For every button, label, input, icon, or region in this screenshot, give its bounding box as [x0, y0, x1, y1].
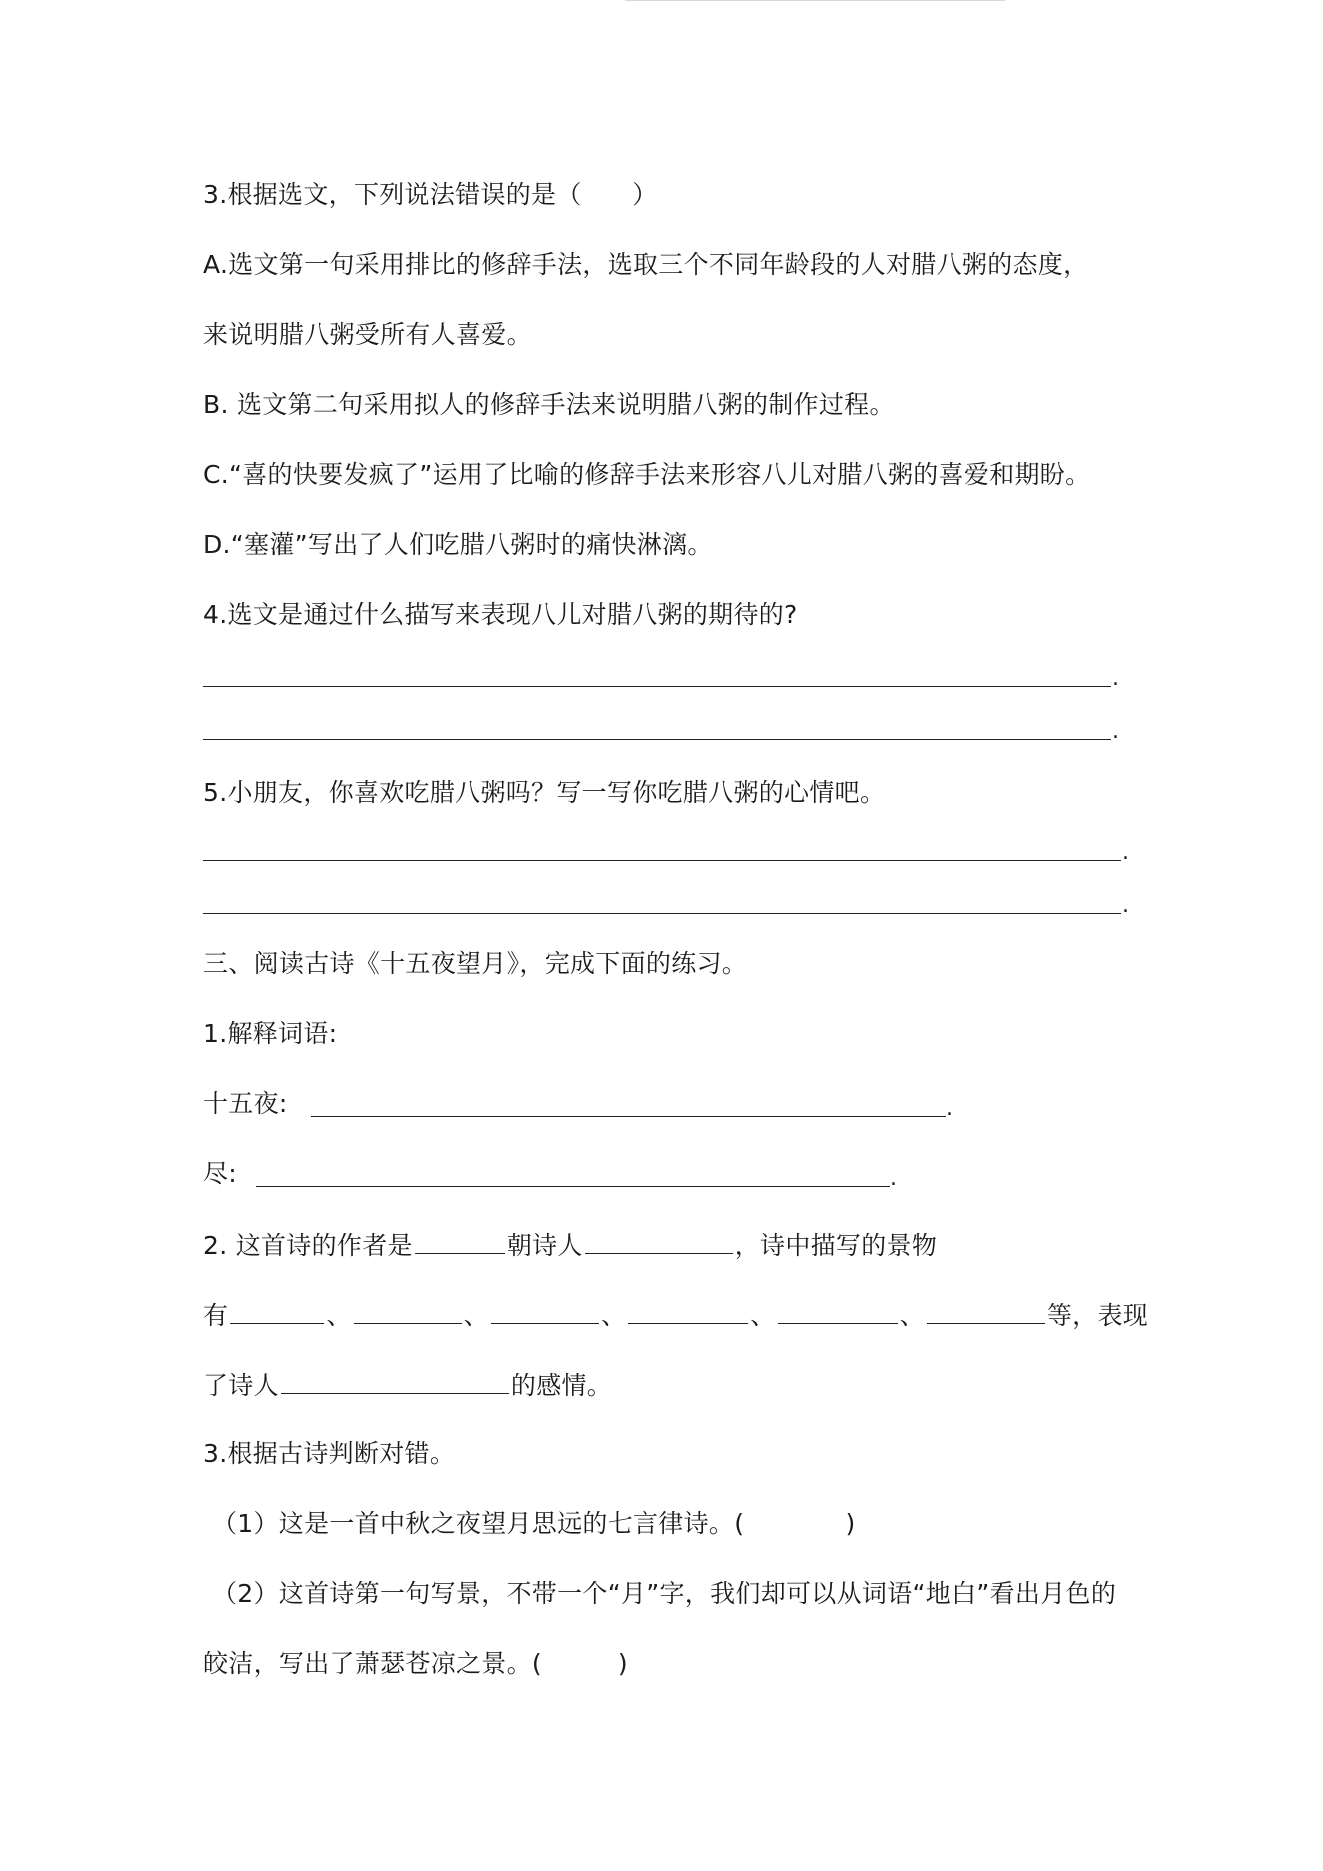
line-end-period: . [1122, 840, 1129, 865]
fill-blank[interactable] [354, 1297, 462, 1324]
top-edge-line [625, 0, 1005, 1]
option-b: B. 选文第二句采用拟人的修辞手法来说明腊八粥的制作过程。 [203, 390, 895, 419]
fill-blank[interactable] [778, 1297, 898, 1324]
section-3-question-3: 3.根据古诗判断对错。 [203, 1439, 456, 1468]
fill-blank[interactable] [491, 1297, 599, 1324]
answer-line[interactable] [203, 739, 1111, 740]
judgement-2-line-1: （2）这首诗第一句写景，不带一个“月”字，我们却可以从词语“地白”看出月色的 [212, 1579, 1117, 1608]
answer-line[interactable] [203, 860, 1121, 861]
section-3-question-1: 1.解释词语: [203, 1019, 338, 1048]
section-3-question-2-line-1: 2. 这首诗的作者是 朝诗人 ，诗中描写的景物 [203, 1227, 937, 1263]
section-3-question-2-line-3: 了诗人 的感情。 [203, 1367, 612, 1403]
answer-line[interactable] [203, 913, 1121, 914]
question-5-stem: 5.小朋友，你喜欢吃腊八粥吗？写一写你吃腊八粥的心情吧。 [203, 778, 886, 807]
line-end-period: . [1112, 719, 1119, 744]
term-2-label: 尽: [203, 1159, 238, 1188]
line-end-period: . [1122, 893, 1129, 918]
section-3-question-2-line-2: 有 、 、 、 、 、 等，表现 [203, 1297, 1148, 1333]
fill-blank[interactable] [927, 1297, 1045, 1324]
question-4-stem: 4.选文是通过什么描写来表现八儿对腊八粥的期待的? [203, 600, 798, 629]
option-a-line-2: 来说明腊八粥受所有人喜爱。 [203, 320, 532, 349]
judgement-2-line-2: 皎洁，写出了萧瑟苍凉之景。( ) [203, 1649, 628, 1678]
fill-blank[interactable] [230, 1297, 324, 1324]
answer-line[interactable] [256, 1186, 890, 1187]
line-end-period: . [1112, 666, 1119, 691]
line-end-period: . [890, 1166, 897, 1191]
judgement-1: （1）这是一首中秋之夜望月思远的七言律诗。( ) [212, 1509, 856, 1538]
fill-blank[interactable] [628, 1297, 748, 1324]
line-end-period: . [946, 1096, 953, 1121]
fill-blank[interactable] [585, 1227, 733, 1254]
section-3-heading: 三、阅读古诗《十五夜望月》，完成下面的练习。 [203, 949, 748, 978]
answer-line[interactable] [203, 686, 1111, 687]
answer-line[interactable] [311, 1116, 946, 1117]
option-c: C.“喜的快要发疯了”运用了比喻的修辞手法来形容八儿对腊八粥的喜爱和期盼。 [203, 460, 1091, 489]
fill-blank[interactable] [281, 1367, 509, 1394]
question-3-stem: 3.根据选文，下列说法错误的是（ ） [203, 180, 658, 209]
fill-blank[interactable] [415, 1227, 505, 1254]
option-d: D.“塞灌”写出了人们吃腊八粥时的痛快淋漓。 [203, 530, 713, 559]
option-a-line-1: A.选文第一句采用排比的修辞手法，选取三个不同年龄段的人对腊八粥的态度， [203, 250, 1089, 279]
term-1-label: 十五夜: [203, 1089, 288, 1118]
